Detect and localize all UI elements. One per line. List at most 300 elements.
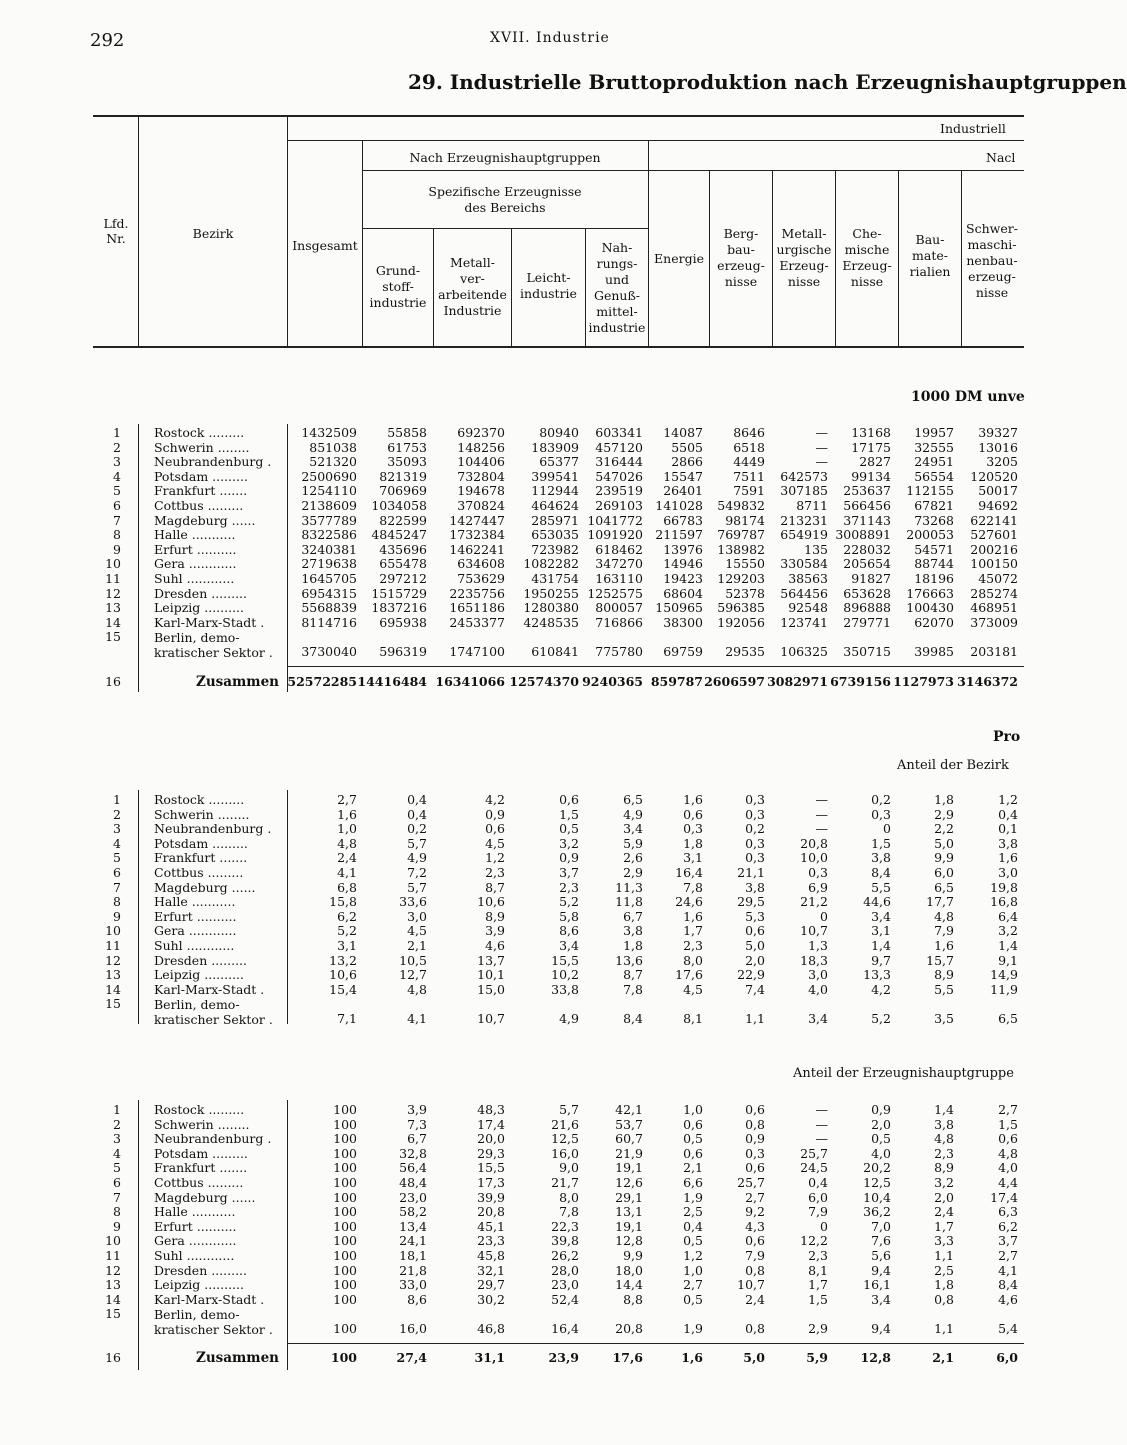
- table-cell: 2866: [671, 454, 703, 470]
- table-cell: 4248535: [523, 614, 579, 630]
- row-number: 2: [113, 806, 121, 822]
- row-number: 10: [105, 556, 121, 572]
- row-number: 12: [105, 1262, 121, 1278]
- table-cell: 200216: [970, 541, 1018, 557]
- table-cell: 1432509: [301, 425, 357, 440]
- district-name: Gera ............: [154, 923, 237, 939]
- table-cell: 68604: [663, 585, 703, 601]
- table-cell: 6,3: [998, 1204, 1018, 1220]
- table-cell: 141028: [655, 498, 703, 513]
- table-cell: 0,3: [871, 806, 891, 822]
- table-cell: 1,6: [683, 792, 703, 807]
- table-cell: 8,9: [485, 908, 505, 924]
- table-cell: 19,1: [615, 1218, 643, 1234]
- table-cell: 3,1: [871, 923, 891, 939]
- header-col-metallurgie: Metall- urgische Erzeug- nisse: [776, 226, 832, 289]
- table-cell: 16,4: [551, 1321, 579, 1337]
- table-cell: 0,3: [745, 835, 765, 851]
- table-cell: 18196: [914, 571, 954, 586]
- table-cell: 5,6: [871, 1248, 891, 1263]
- table-cell: 3577789: [301, 512, 357, 528]
- table-cell: 12,8: [860, 1350, 891, 1365]
- table-cell: 3146372: [957, 674, 1018, 689]
- table-cell: 100150: [970, 556, 1018, 572]
- table-cell: 17,6: [612, 1350, 643, 1365]
- row-number: 6: [113, 865, 121, 880]
- table-cell: 13,3: [863, 967, 891, 983]
- table-cell: 1,9: [683, 1321, 703, 1337]
- table-cell: —: [815, 1102, 828, 1117]
- table-cell: 2,3: [934, 1145, 954, 1161]
- table-cell: 48,4: [399, 1175, 427, 1190]
- table-cell: 800057: [595, 600, 643, 616]
- table-cell: 91827: [851, 571, 891, 586]
- table-cell: 7,9: [934, 923, 954, 939]
- table-cell: —: [815, 454, 828, 470]
- table-cell: 1,8: [683, 835, 703, 851]
- table-cell: —: [815, 1116, 828, 1132]
- table-cell: 0: [820, 908, 828, 924]
- table-cell: 10,1: [477, 967, 505, 983]
- table-cell: 5,3: [745, 908, 765, 924]
- table-cell: 4,1: [337, 865, 357, 880]
- district-name: Karl-Marx-Stadt .: [154, 1291, 265, 1307]
- table-cell: 3,8: [998, 835, 1018, 851]
- district-name: Neubrandenburg .: [154, 821, 272, 837]
- table-cell: 8,0: [559, 1189, 579, 1205]
- table-cell: 769787: [717, 527, 765, 543]
- table-cell: 3,8: [623, 923, 643, 939]
- table-cell: 4,8: [337, 835, 357, 851]
- table-cell: 2606597: [704, 674, 765, 689]
- table-cell: 431754: [531, 571, 579, 586]
- district-name: Leipzig ..........: [154, 967, 244, 983]
- district-name: Berlin, demo- kratischer Sektor .: [154, 1307, 273, 1338]
- table-cell: 5,2: [871, 1011, 891, 1027]
- table-cell: 29,7: [477, 1277, 505, 1293]
- table-cell: 5,5: [871, 879, 891, 895]
- table-cell: 1,0: [683, 1102, 703, 1117]
- table-cell: 2138609: [301, 498, 357, 513]
- table-cell: 45,8: [477, 1248, 505, 1263]
- table-cell: 2,7: [745, 1189, 765, 1205]
- section-1-label: 1000 DM unve: [911, 389, 1025, 405]
- row-number: 12: [105, 952, 121, 968]
- header-col-energie: Energie: [654, 251, 704, 266]
- table-cell: 24,5: [800, 1160, 828, 1176]
- table-cell: 4,4: [998, 1175, 1018, 1190]
- district-name: Rostock .........: [154, 792, 245, 807]
- table-cell: 13,1: [615, 1204, 643, 1220]
- table-cell: 521320: [309, 454, 357, 470]
- table-cell: 19957: [914, 425, 954, 440]
- table-cell: 435696: [379, 541, 427, 557]
- table-cell: 6,9: [808, 879, 828, 895]
- header-bezirk: Bezirk: [192, 226, 234, 241]
- table-cell: 5,7: [407, 879, 427, 895]
- row-number: 14: [105, 614, 121, 630]
- table-cell: 1651186: [449, 600, 505, 616]
- table-cell: 29,5: [737, 894, 765, 910]
- table-cell: 1,3: [808, 938, 828, 953]
- table-cell: 2,3: [683, 938, 703, 953]
- table-cell: 3,2: [998, 923, 1018, 939]
- table-cell: 3,4: [623, 821, 643, 837]
- district-name: Erfurt ..........: [154, 1218, 237, 1234]
- table-cell: 38563: [788, 571, 828, 586]
- table-cell: 54571: [914, 541, 954, 557]
- table-cell: 15,4: [329, 981, 357, 997]
- table-cell: 527601: [970, 527, 1018, 543]
- table-cell: 654919: [780, 527, 828, 543]
- table-cell: 1515729: [371, 585, 427, 601]
- table-cell: 1732384: [449, 527, 505, 543]
- table-cell: 8,9: [934, 1160, 954, 1176]
- table-cell: 12574370: [509, 674, 579, 689]
- table-cell: 123741: [780, 614, 828, 630]
- row-number: 1: [113, 792, 121, 807]
- table-cell: 19,1: [615, 1160, 643, 1176]
- table-cell: 1950255: [523, 585, 579, 601]
- table-cell: 0,3: [745, 850, 765, 866]
- table-cell: 4,0: [871, 1145, 891, 1161]
- table-cell: 2,7: [998, 1102, 1018, 1117]
- table-cell: 1252575: [587, 585, 643, 601]
- table-cell: 0,8: [745, 1262, 765, 1278]
- table-cell: 4,6: [998, 1291, 1018, 1307]
- table-cell: 192056: [717, 614, 765, 630]
- table-cell: 23,3: [477, 1233, 505, 1249]
- table-cell: 7,8: [623, 981, 643, 997]
- district-name: Leipzig ..........: [154, 1277, 244, 1293]
- table-cell: 23,0: [551, 1277, 579, 1293]
- row-number: 8: [113, 1204, 121, 1220]
- table-cell: 100: [333, 1116, 357, 1132]
- table-cell: 5,0: [745, 938, 765, 953]
- table-cell: 120520: [970, 468, 1018, 484]
- table-cell: 13168: [851, 425, 891, 440]
- table-cell: 8322586: [301, 527, 357, 543]
- table-cell: 21,2: [800, 894, 828, 910]
- row-number: 11: [105, 1248, 121, 1263]
- table-cell: 10,6: [329, 967, 357, 983]
- page-number: 292: [90, 30, 125, 51]
- table-cell: 859787: [650, 674, 703, 689]
- header-insgesamt: Insgesamt: [292, 238, 358, 253]
- table-cell: 6518: [733, 439, 765, 455]
- table-cell: 2,4: [337, 850, 357, 866]
- table-cell: 5,4: [998, 1321, 1018, 1337]
- table-cell: 7,0: [871, 1218, 891, 1234]
- header-col-chemie: Che- mische Erzeug- nisse: [842, 226, 892, 289]
- table-cell: 94692: [978, 498, 1018, 513]
- table-cell: 0,5: [683, 1131, 703, 1147]
- table-cell: 653628: [843, 585, 891, 601]
- row-number: 4: [113, 1145, 121, 1161]
- table-cell: 596319: [379, 644, 427, 660]
- table-cell: 4,5: [485, 835, 505, 851]
- table-cell: 1254110: [301, 483, 357, 499]
- table-cell: 0,1: [998, 821, 1018, 837]
- table-cell: 851038: [309, 439, 357, 455]
- table-cell: 39,8: [551, 1233, 579, 1249]
- table-cell: 6,8: [337, 879, 357, 895]
- district-name: Potsdam .........: [154, 835, 248, 851]
- table-cell: 8,8: [623, 1291, 643, 1307]
- table-cell: 8,7: [485, 879, 505, 895]
- district-name: Halle ...........: [154, 527, 236, 543]
- table-cell: 6,7: [623, 908, 643, 924]
- row-number: 9: [113, 908, 121, 924]
- table-cell: 13,2: [329, 952, 357, 968]
- table-cell: 35093: [387, 454, 427, 470]
- table-cell: 2,7: [683, 1277, 703, 1293]
- table-cell: —: [815, 1131, 828, 1147]
- table-cell: 31,1: [474, 1350, 505, 1365]
- table-cell: 3,1: [683, 850, 703, 866]
- table-cell: 373009: [970, 614, 1018, 630]
- district-name: Gera ............: [154, 556, 237, 572]
- table-cell: 603341: [595, 425, 643, 440]
- table-cell: 622141: [970, 512, 1018, 528]
- table-cell: 2,4: [745, 1291, 765, 1307]
- table-cell: 2,9: [808, 1321, 828, 1337]
- table-cell: 655478: [379, 556, 427, 572]
- table-cell: 176663: [906, 585, 954, 601]
- table-cell: 39,9: [477, 1189, 505, 1205]
- table-cell: 2,5: [934, 1262, 954, 1278]
- table-cell: 9240365: [582, 674, 643, 689]
- table-cell: 24,6: [675, 894, 703, 910]
- table-cell: 2,1: [932, 1350, 954, 1365]
- table-cell: 17,4: [477, 1116, 505, 1132]
- table-cell: 5505: [671, 439, 703, 455]
- table-cell: 18,0: [615, 1262, 643, 1278]
- table-cell: 52572285: [287, 674, 357, 689]
- row-number: 13: [105, 1277, 121, 1293]
- table-cell: 2,3: [808, 1248, 828, 1263]
- table-cell: 15,7: [926, 952, 954, 968]
- table-cell: 2,7: [337, 792, 357, 807]
- header-nach-erzeugnis: Nach Erzeugnishauptgruppen: [409, 150, 601, 165]
- table-cell: 16,0: [551, 1145, 579, 1161]
- table-cell: 1,6: [681, 1350, 703, 1365]
- total-label: Zusammen: [196, 1350, 279, 1366]
- table-cell: 1,0: [337, 821, 357, 837]
- row-number: 10: [105, 1233, 121, 1249]
- table-cell: 896888: [843, 600, 891, 616]
- table-cell: 14,4: [615, 1277, 643, 1293]
- table-cell: 24,1: [399, 1233, 427, 1249]
- table-cell: 200053: [906, 527, 954, 543]
- row-number: 3: [113, 454, 121, 470]
- table-cell: 5,7: [407, 835, 427, 851]
- district-name: Frankfurt .......: [154, 1160, 248, 1176]
- table-cell: 1,0: [683, 1262, 703, 1278]
- header-col-leicht: Leicht- industrie: [520, 270, 577, 301]
- table-cell: 3240381: [301, 541, 357, 557]
- district-name: Suhl ............: [154, 938, 235, 953]
- table-cell: 371143: [843, 512, 891, 528]
- table-cell: 5,9: [623, 835, 643, 851]
- district-name: Cottbus .........: [154, 498, 244, 513]
- row-number: 5: [113, 850, 121, 866]
- table-cell: 0,2: [745, 821, 765, 837]
- table-cell: 0,2: [407, 821, 427, 837]
- table-cell: 100: [333, 1204, 357, 1220]
- table-cell: 20,8: [800, 835, 828, 851]
- table-cell: 9,9: [934, 850, 954, 866]
- table-cell: 6,6: [683, 1175, 703, 1190]
- table-cell: 1,8: [623, 938, 643, 953]
- table-cell: 29,1: [615, 1189, 643, 1205]
- table-cell: 1427447: [449, 512, 505, 528]
- table-cell: 5,0: [743, 1350, 765, 1365]
- row-number: 8: [113, 527, 121, 543]
- header-col-schwermaschinen: Schwer- maschi- nenbau- erzeug- nisse: [966, 221, 1018, 300]
- table-cell: 8114716: [301, 614, 357, 630]
- table-cell: 17,4: [990, 1189, 1018, 1205]
- table-cell: 285274: [970, 585, 1018, 601]
- table-cell: 100: [333, 1175, 357, 1190]
- table-cell: 17,7: [926, 894, 954, 910]
- district-name: Berlin, demo- kratischer Sektor .: [154, 997, 273, 1028]
- district-name: Rostock .........: [154, 425, 245, 440]
- table-cell: 0,5: [559, 821, 579, 837]
- table-cell: 1,1: [745, 1011, 765, 1027]
- table-cell: 100: [333, 1160, 357, 1176]
- table-cell: 2,0: [934, 1189, 954, 1205]
- table-cell: 347270: [595, 556, 643, 572]
- table-cell: 100: [330, 1350, 357, 1365]
- table-cell: 239519: [595, 483, 643, 499]
- table-cell: 228032: [843, 541, 891, 557]
- table-cell: 4,8: [407, 981, 427, 997]
- district-name: Leipzig ..........: [154, 600, 244, 616]
- table-cell: 18,1: [399, 1248, 427, 1263]
- table-cell: 753629: [457, 571, 505, 586]
- table-cell: 22,3: [551, 1218, 579, 1234]
- table-cell: 1,7: [683, 923, 703, 939]
- table-cell: 7,2: [407, 865, 427, 880]
- table-cell: 5,7: [559, 1102, 579, 1117]
- table-cell: 618462: [595, 541, 643, 557]
- table-cell: 17175: [851, 439, 891, 455]
- row-number: 12: [105, 585, 121, 601]
- header-col-metall: Metall- ver- arbeitende Industrie: [438, 255, 507, 318]
- table-cell: 6,5: [998, 1011, 1018, 1027]
- header-col-bergbau: Berg- bau- erzeug- nisse: [717, 226, 765, 289]
- table-cell: 10,0: [800, 850, 828, 866]
- table-cell: 11,8: [615, 894, 643, 910]
- district-name: Karl-Marx-Stadt .: [154, 614, 265, 630]
- table-cell: 17,6: [675, 967, 703, 983]
- table-cell: 38300: [663, 614, 703, 630]
- table-cell: 100: [333, 1233, 357, 1249]
- table-cell: 0,8: [745, 1321, 765, 1337]
- row-number: 7: [113, 1189, 121, 1205]
- header-col-nahrung: Nah- rungs- und Genuß- mittel- industrie: [588, 240, 646, 335]
- table-cell: 12,2: [800, 1233, 828, 1249]
- table-cell: 279771: [843, 614, 891, 630]
- table-cell: 8,1: [808, 1262, 828, 1278]
- table-cell: 21,1: [737, 865, 765, 880]
- row-number: 15: [105, 629, 121, 645]
- table-cell: 4,8: [998, 1145, 1018, 1161]
- table-cell: 0,6: [998, 1131, 1018, 1147]
- table-cell: 0,5: [871, 1131, 891, 1147]
- table-cell: —: [815, 425, 828, 440]
- table-cell: 1,4: [998, 938, 1018, 953]
- table-cell: 0,3: [808, 865, 828, 880]
- row-number: 4: [113, 835, 121, 851]
- table-cell: 1,8: [934, 792, 954, 807]
- table-cell: 25,7: [737, 1175, 765, 1190]
- table-cell: 596385: [717, 600, 765, 616]
- row-number: 10: [105, 923, 121, 939]
- table-cell: 0,4: [407, 806, 427, 822]
- district-name: Dresden .........: [154, 1262, 247, 1278]
- table-cell: 23,9: [548, 1350, 579, 1365]
- table-cell: 8,7: [623, 967, 643, 983]
- table-cell: 13016: [978, 439, 1018, 455]
- table-cell: 100: [333, 1145, 357, 1161]
- table-cell: 1,2: [485, 850, 505, 866]
- table-cell: 9,9: [623, 1248, 643, 1263]
- district-name: Suhl ............: [154, 1248, 235, 1263]
- table-cell: 112944: [531, 483, 579, 499]
- district-name: Rostock .........: [154, 1102, 245, 1117]
- row-number: 16: [105, 1350, 121, 1365]
- table-cell: 821319: [379, 468, 427, 484]
- district-name: Erfurt ..........: [154, 541, 237, 557]
- table-cell: 6,0: [996, 1350, 1018, 1365]
- table-cell: 183909: [531, 439, 579, 455]
- table-cell: 92548: [788, 600, 828, 616]
- row-number: 5: [113, 483, 121, 499]
- table-cell: 4,2: [871, 981, 891, 997]
- table-cell: 0,9: [485, 806, 505, 822]
- table-cell: 28,0: [551, 1262, 579, 1278]
- district-name: Dresden .........: [154, 952, 247, 968]
- table-cell: 69759: [663, 644, 703, 660]
- row-number: 16: [105, 674, 121, 689]
- table-cell: 2,1: [407, 938, 427, 953]
- total-label: Zusammen: [196, 674, 279, 690]
- table-cell: 610841: [531, 644, 579, 660]
- table-cell: 6,0: [934, 865, 954, 880]
- district-name: Schwerin ........: [154, 1116, 250, 1132]
- table-cell: 0,6: [485, 821, 505, 837]
- row-number: 11: [105, 938, 121, 953]
- table-cell: 7,8: [683, 879, 703, 895]
- row-number: 1: [113, 1102, 121, 1117]
- table-cell: 0,6: [745, 1160, 765, 1176]
- table-cell: 1462241: [449, 541, 505, 557]
- table-cell: 100: [333, 1218, 357, 1234]
- table-cell: 20,8: [477, 1204, 505, 1220]
- table-cell: 112155: [906, 483, 954, 499]
- table-cell: 1280380: [523, 600, 579, 616]
- table-cell: 6954315: [301, 585, 357, 601]
- table-cell: 194678: [457, 483, 505, 499]
- district-name: Schwerin ........: [154, 806, 250, 822]
- table-cell: 3,2: [934, 1175, 954, 1190]
- table-cell: 19423: [663, 571, 703, 586]
- row-number: 5: [113, 1160, 121, 1176]
- table-cell: 2,3: [559, 879, 579, 895]
- table-cell: 26401: [663, 483, 703, 499]
